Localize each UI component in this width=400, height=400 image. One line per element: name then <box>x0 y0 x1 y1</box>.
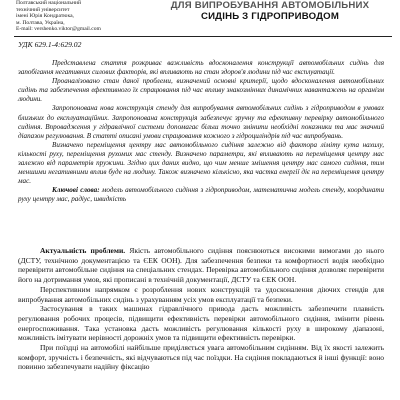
article-body <box>18 246 384 372</box>
title-line: СИДІНЬ З ГІДРОПРИВОДОМ <box>200 11 340 22</box>
body-text: Якість автомобільного сидіння пояснюються високими вимогами до нього (ДСТУ, технічною документацією та ЄЕК ООН). Для забезпечення безпеки та комфортності водія необхідно перевірити автомобільне сидіння на спеціальних стендах. Перевірка автомобільного сидіння дозволяє перевірити його на дотримання умов, які прописані в технічній документації, ДСТУ та ЄЕК ООН. <box>18 246 385 285</box>
author-email: E-mail: vershenko.viktor@gmail.com <box>16 26 101 33</box>
header-divider <box>14 36 392 37</box>
affiliation-line: Полтавський національний <box>16 0 81 6</box>
affiliation-line: м. Полтава, Україна, <box>16 19 65 26</box>
section-heading: Актуальність проблеми. <box>40 246 126 255</box>
affiliation-line: технічний університет <box>16 6 70 13</box>
keywords-text: модель автомобільного сидіння з гідроприводом, математична модель стенду, координати руху центру мас, радіус, швидкість <box>18 186 385 204</box>
body-paragraph <box>18 246 384 285</box>
body-paragraph: Застосування в таких машинах гідравлічного привода дасть можливість забезпечити плавність регулювання робочих процесів, підвищити ефективність перевірки автомобільного сидіння, змінити рівень енергоспоживання. Така установка дасть можливість регулювання кількості руху в широкому діапазоні, можливість імітувати нерівності дорожніх умов та підвищити ефективність перевірки. <box>18 304 384 343</box>
udc-code: УДК 629.1-4:629.02 <box>18 40 82 49</box>
title-line: ДЛЯ ВИПРОБУВАННЯ АВТОМОБІЛЬНИХ <box>170 0 370 11</box>
abstract-paragraph: Визначено переміщення центру мас автомобільного сидіння залежно від фактора ліміту кута нахилу, кількості руху, переміщення рухомих мас стенду. Визначено параметри, які впливають на переміщення центру мас залежно від параметрів пружини. Згідно цих даних видно, що чим менше змішення центру мас самого сидіння, тим меншими негативними вплив буде на людину. Також визначено кількісно, яка частка енергії діє на переміщення центру мас. <box>18 140 384 186</box>
author-affiliation <box>16 0 156 33</box>
affiliation-line: імені Юрія Кондратюка, <box>16 13 74 20</box>
page-header <box>0 0 400 38</box>
abstract-paragraph: Представлена стаття розкриває важливість вдосконалення конструкції автомобільних сидінь для запобігання негативних силових факторів, які впливають на стан здоров'я людини під час експлуатації. <box>18 59 384 77</box>
keywords-label: Ключові слова: <box>52 186 100 195</box>
keywords <box>18 186 384 204</box>
abstract-paragraph: Проаналізовано стан даної проблеми, визначений основні критерії, щодо вдосконалення автомобільних сидінь та забезпечення ефективного їх спрацювання під час впливу знакозмінних динамічних навантажень на організм людини. <box>18 77 384 104</box>
body-paragraph: Перспективним напрямком є розроблення нових конструкцій та удосконалення діючих стендів для випробування автомобільних сидінь з урахуванням усіх умов експлуатації та безпеки. <box>18 284 384 304</box>
abstract-paragraph: Запропонована нова конструкція стенду для випробування автомобільних сидінь з гідроприводом в умовах близьких до експлуатаційних. Запропонована конструкція забезпечує зручну та ефективну перевірку автомобільного сидіння. Впровадження у гідравлічної системи допомагає більш точно змінити необхідні показники та має значний діапазон регулювання. В статті описані умови спрацювання кожного з гідроциліндрів під час випробувань. <box>18 104 384 140</box>
body-paragraph: При поїздці на автомобілі найбільше приділяється увага автомобільним сидінням. Від їх якості залежить комфорт, зручність і безпечність, які відчуваються під час поїздки. На сидіння покладаються й інші функції: воно повинно забезпечувати надійну фіксацію <box>18 343 384 372</box>
abstract <box>18 59 384 205</box>
article-title <box>150 0 390 22</box>
